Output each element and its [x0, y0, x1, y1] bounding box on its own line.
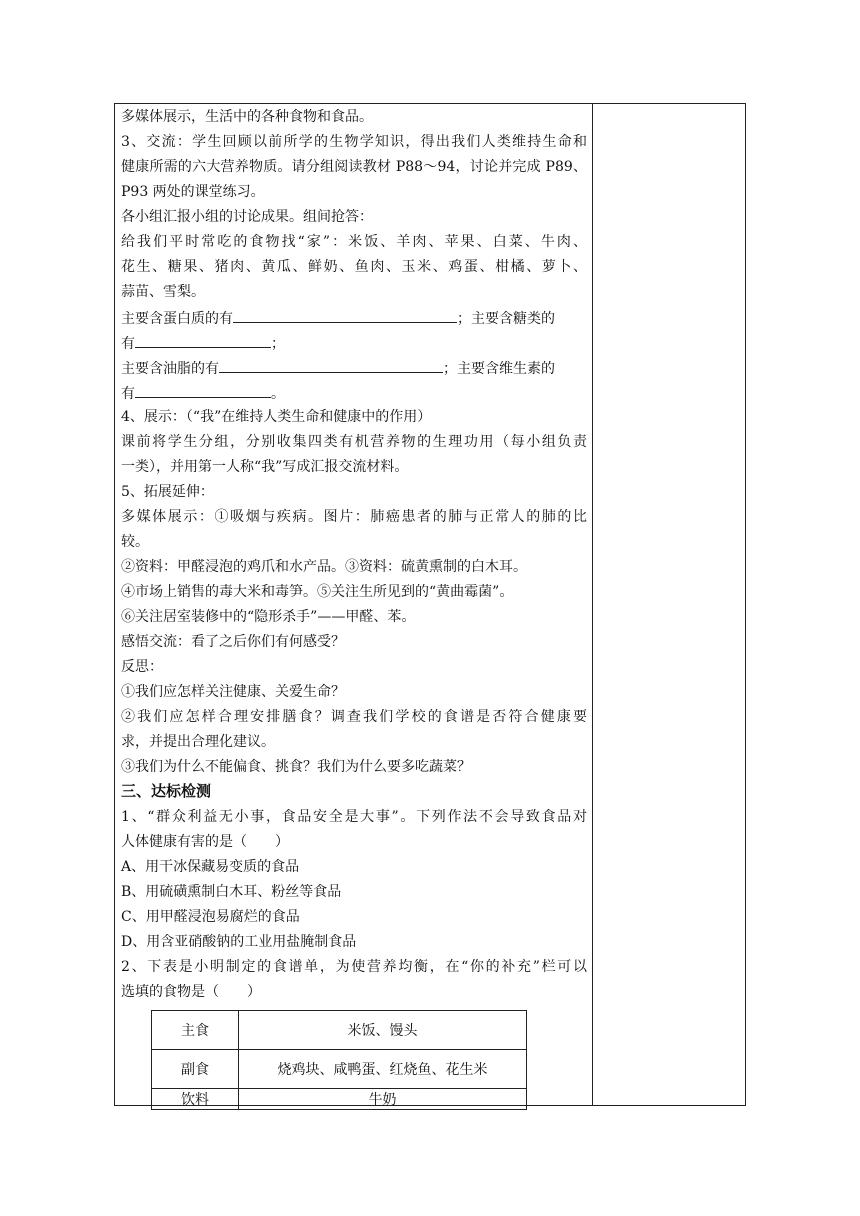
protein-label: 主要含蛋白质的有	[121, 311, 233, 327]
text-line: ④市场上销售的毒大米和毒笋。⑤关注生所见到的“黄曲霉菌”。	[121, 584, 514, 600]
menu-label: 副食	[152, 1050, 239, 1089]
text-line: ②我们应怎样合理安排膳食？调查我们学校的食谱是否符合健康要	[121, 709, 587, 725]
question-1-stem: 1、“群众利益无小事，食品安全是大事”。下列作法不会导致食品对	[121, 809, 587, 825]
question-2-stem: 选填的食物是（ ）	[121, 984, 261, 1000]
option-c: C、用甲醛浸泡易腐烂的食品	[121, 909, 300, 925]
menu-label: 主食	[152, 1011, 239, 1050]
vitamin-blank[interactable]	[135, 384, 271, 398]
lesson-table	[114, 103, 746, 1106]
fill-line-protein	[121, 309, 555, 327]
option-b: B、用硫磺熏制白木耳、粉丝等食品	[121, 884, 342, 900]
fill-line-sugar	[121, 334, 285, 352]
menu-table	[151, 1010, 527, 1110]
separator: ；	[271, 336, 285, 352]
text-line: 多媒体展示：①吸烟与疾病。图片：肺癌患者的肺与正常人的肺的比	[121, 509, 587, 525]
menu-value: 牛奶	[239, 1089, 527, 1110]
text-line: 给我们平时常吃的食物找“家”：米饭、羊肉、苹果、白菜、牛肉、	[121, 234, 587, 250]
text-line: 多媒体展示，生活中的各种食物和食品。	[121, 109, 373, 125]
text-line: ①我们应怎样关注健康、关爱生命？	[121, 684, 345, 700]
fill-line-fat	[121, 359, 555, 377]
text-line: 健康所需的六大营养物质。请分组阅读教材 P88～94，讨论并完成 P89、	[121, 159, 587, 175]
sugar-label-cont: 有	[121, 336, 135, 352]
text-line: 各小组汇报小组的讨论成果。组间抢答：	[121, 209, 373, 225]
text-line: 蒜苗、雪梨。	[121, 284, 205, 300]
text-line: 感悟交流：看了之后你们有何感受？	[121, 634, 345, 650]
text-line: 5、拓展延伸：	[121, 484, 214, 500]
question-2-stem: 2、下表是小明制定的食谱单，为使营养均衡，在“你的补充”栏可以	[121, 959, 587, 975]
sugar-label: ；主要含糖类的	[457, 311, 555, 327]
table-row	[152, 1011, 527, 1050]
menu-label: 饮料	[152, 1089, 239, 1110]
menu-value: 烧鸡块、咸鸭蛋、红烧鱼、花生米	[239, 1050, 527, 1089]
menu-value: 米饭、馒头	[239, 1011, 527, 1050]
protein-blank[interactable]	[233, 309, 457, 323]
text-line: ⑥关注居室装修中的“隐形杀手”——甲醛、苯。	[121, 609, 416, 625]
text-line: 课前将学生分组，分别收集四类有机营养物的生理功用（每小组负责	[121, 434, 587, 450]
sugar-blank[interactable]	[135, 334, 271, 348]
text-line: 较。	[121, 534, 149, 550]
text-line: P93 两处的课堂练习。	[121, 184, 265, 200]
vitamin-label-cont: 有	[121, 386, 135, 402]
option-a: A、用干冰保藏易变质的食品	[121, 859, 300, 875]
table-row	[152, 1089, 527, 1110]
column-divider	[592, 104, 593, 1105]
fill-line-vitamin	[121, 384, 285, 402]
vitamin-label: ；主要含维生素的	[443, 361, 555, 377]
text-line: 3、交流：学生回顾以前所学的生物学知识，得出我们人类维持生命和	[121, 134, 587, 150]
fat-blank[interactable]	[219, 359, 443, 373]
text-line: 求，并提出合理化建议。	[121, 734, 275, 750]
table-row	[152, 1050, 527, 1089]
section-title: 三、达标检测	[121, 782, 212, 800]
text-line: 花生、糖果、猪肉、黄瓜、鲜奶、鱼肉、玉米、鸡蛋、柑橘、萝卜、	[121, 259, 587, 275]
text-line: 4、展示：（“我”在维持人类生命和健康中的作用）	[121, 409, 432, 425]
text-line: ③我们为什么不能偏食、挑食？我们为什么要多吃蔬菜？	[121, 759, 471, 775]
text-line: ②资料：甲醛浸泡的鸡爪和水产品。③资料：硫黄熏制的白木耳。	[121, 559, 527, 575]
text-line: 一类），并用第一人称“我”写成汇报交流材料。	[121, 459, 409, 475]
question-1-stem: 人体健康有害的是（ ）	[121, 834, 289, 850]
period: 。	[271, 386, 285, 402]
fat-label: 主要含油脂的有	[121, 361, 219, 377]
text-line: 反思：	[121, 659, 163, 675]
option-d: D、用含亚硝酸钠的工业用盐腌制食品	[121, 934, 357, 950]
